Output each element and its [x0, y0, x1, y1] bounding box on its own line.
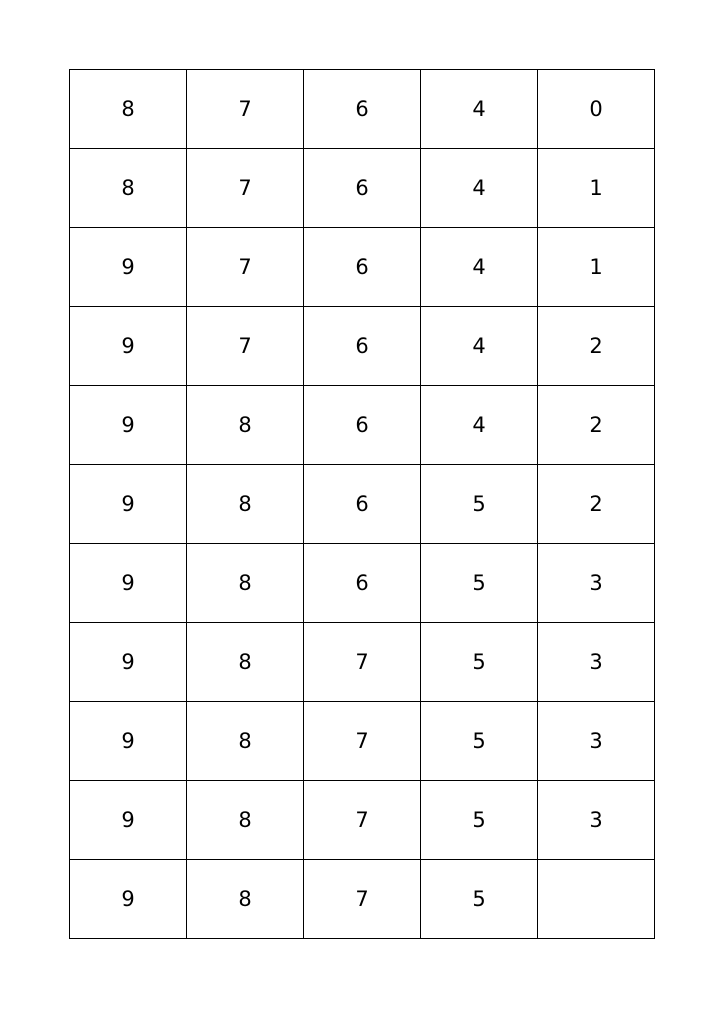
- table-cell: 9: [70, 781, 187, 860]
- table-cell: 3: [538, 781, 655, 860]
- table-cell: 8: [70, 149, 187, 228]
- table-cell: 6: [304, 465, 421, 544]
- table-cell: 1: [538, 149, 655, 228]
- table-cell: 7: [304, 623, 421, 702]
- table-cell: 3: [538, 544, 655, 623]
- table-cell: 7: [187, 70, 304, 149]
- table-cell: 4: [421, 149, 538, 228]
- table-cell: 1: [538, 228, 655, 307]
- table-row: [70, 544, 655, 623]
- table-cell: 8: [187, 544, 304, 623]
- table-cell: 8: [187, 465, 304, 544]
- table-cell: 6: [304, 307, 421, 386]
- table-row: [70, 307, 655, 386]
- table-cell: 9: [70, 623, 187, 702]
- table-cell: [538, 860, 655, 939]
- table-cell: 8: [187, 702, 304, 781]
- table-row: [70, 70, 655, 149]
- table-cell: 2: [538, 386, 655, 465]
- table-cell: 4: [421, 307, 538, 386]
- table-cell: 6: [304, 149, 421, 228]
- table-cell: 7: [187, 307, 304, 386]
- table-cell: 8: [187, 386, 304, 465]
- table-cell: 6: [304, 70, 421, 149]
- table-cell: 7: [187, 149, 304, 228]
- table-cell: 5: [421, 860, 538, 939]
- table-row: [70, 386, 655, 465]
- table-cell: 6: [304, 228, 421, 307]
- table-row: [70, 781, 655, 860]
- table-cell: 5: [421, 781, 538, 860]
- table-cell: 7: [187, 228, 304, 307]
- table-cell: 9: [70, 386, 187, 465]
- table-cell: 9: [70, 228, 187, 307]
- table-cell: 3: [538, 702, 655, 781]
- table-cell: 3: [538, 623, 655, 702]
- table-cell: 5: [421, 702, 538, 781]
- table-cell: 6: [304, 544, 421, 623]
- table-row: [70, 465, 655, 544]
- table-cell: 8: [70, 70, 187, 149]
- table-cell: 5: [421, 544, 538, 623]
- table-cell: 4: [421, 70, 538, 149]
- table-row: [70, 623, 655, 702]
- number-grid-body: [70, 70, 655, 939]
- table-cell: 5: [421, 465, 538, 544]
- table-row: [70, 149, 655, 228]
- table-cell: 9: [70, 307, 187, 386]
- table-cell: 4: [421, 228, 538, 307]
- number-grid-table: [69, 69, 655, 939]
- table-cell: 0: [538, 70, 655, 149]
- table-cell: 7: [304, 702, 421, 781]
- table-row: [70, 702, 655, 781]
- table-cell: 9: [70, 544, 187, 623]
- table-cell: 2: [538, 307, 655, 386]
- table-cell: 5: [421, 623, 538, 702]
- table-cell: 9: [70, 465, 187, 544]
- table-row: [70, 228, 655, 307]
- table-cell: 9: [70, 860, 187, 939]
- table-cell: 7: [304, 781, 421, 860]
- table-cell: 7: [304, 860, 421, 939]
- table-cell: 8: [187, 781, 304, 860]
- table-row: [70, 860, 655, 939]
- table-cell: 8: [187, 860, 304, 939]
- table-cell: 9: [70, 702, 187, 781]
- table-cell: 2: [538, 465, 655, 544]
- table-cell: 4: [421, 386, 538, 465]
- table-cell: 6: [304, 386, 421, 465]
- table-cell: 8: [187, 623, 304, 702]
